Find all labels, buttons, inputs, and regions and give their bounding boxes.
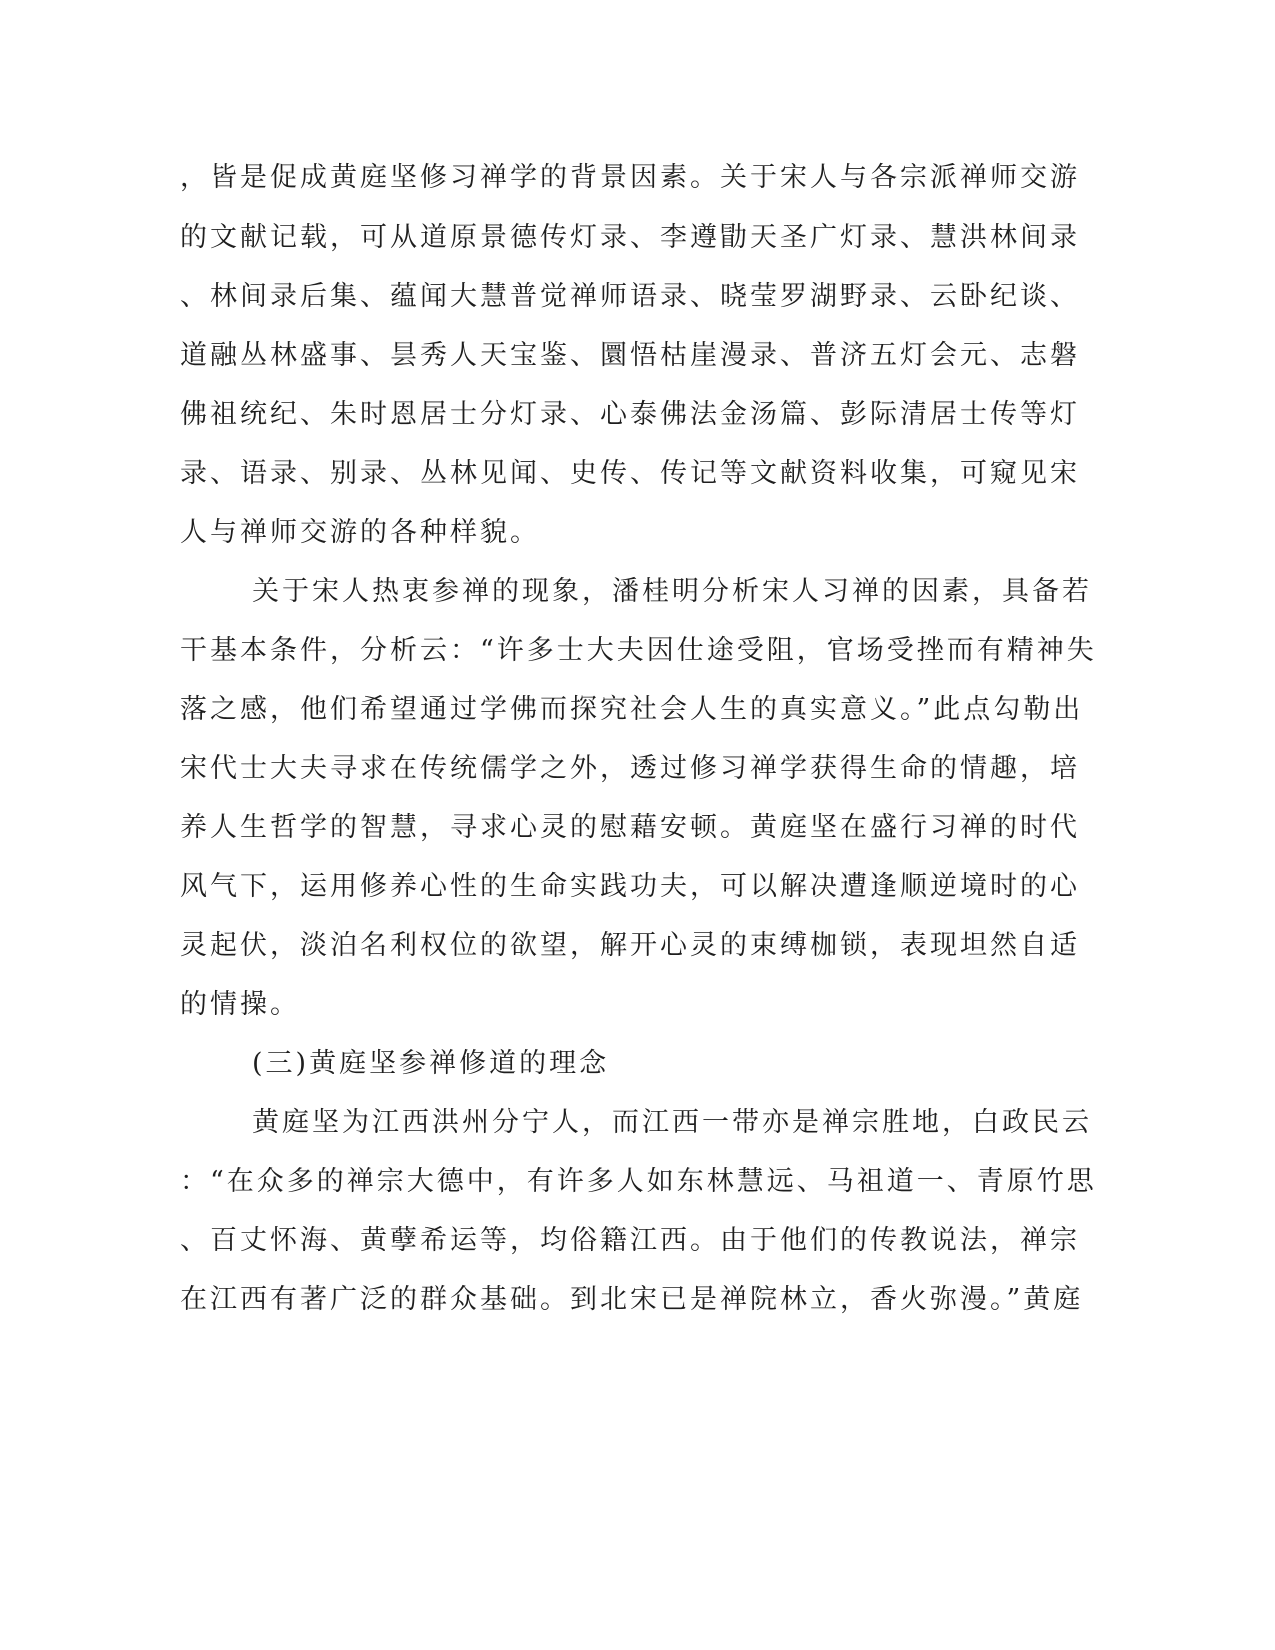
text-line: 录、语录、别录、丛林见闻、史传、传记等文献资料收集，可窥见宋 — [180, 458, 1080, 489]
text-line: 宋代士大夫寻求在传统儒学之外，透过修习禅学获得生命的情趣，培 — [180, 753, 1080, 784]
paragraph-first-line: 黄庭坚为江西洪州分宁人，而江西一带亦是禅宗胜地，白政民云 — [252, 1107, 1092, 1138]
text-line: 佛祖统纪、朱时恩居士分灯录、心泰佛法金汤篇、彭际清居士传等灯 — [180, 399, 1080, 430]
paragraph-first-line: 关于宋人热衷参禅的现象，潘桂明分析宋人习禅的因素，具备若 — [252, 576, 1092, 607]
text-line: 、百丈怀海、黄孽希运等，均俗籍江西。由于他们的传教说法，禅宗 — [180, 1225, 1080, 1256]
text-line: ，皆是促成黄庭坚修习禅学的背景因素。关于宋人与各宗派禅师交游 — [180, 162, 1080, 193]
section-heading: (三)黄庭坚参禅修道的理念 — [252, 1048, 610, 1079]
text-line: 人与禅师交游的各种样貌。 — [180, 517, 540, 548]
text-line: 道融丛林盛事、昙秀人天宝鉴、圜悟枯崖漫录、普济五灯会元、志磐 — [180, 340, 1080, 371]
text-line: ：“在众多的禅宗大德中，有许多人如东林慧远、马祖道一、青原竹思 — [180, 1166, 1097, 1197]
text-line: 养人生哲学的智慧，寻求心灵的慰藉安顿。黄庭坚在盛行习禅的时代 — [180, 812, 1080, 843]
text-line: 的文献记载，可从道原景德传灯录、李遵勖天圣广灯录、慧洪林间录 — [180, 222, 1080, 253]
text-line: 风气下，运用修养心性的生命实践功夫，可以解决遭逢顺逆境时的心 — [180, 871, 1080, 902]
text-line: 落之感，他们希望通过学佛而探究社会人生的真实意义。”此点勾勒出 — [180, 694, 1084, 725]
text-line: 、林间录后集、蕴闻大慧普觉禅师语录、晓莹罗湖野录、云卧纪谈、 — [180, 281, 1080, 312]
text-line: 灵起伏，淡泊名利权位的欲望，解开心灵的束缚枷锁，表现坦然自适 — [180, 930, 1080, 961]
text-line: 的情操。 — [180, 989, 300, 1020]
text-line: 在江西有著广泛的群众基础。到北宋已是禅院林立，香火弥漫。”黄庭 — [180, 1284, 1084, 1315]
text-line: 干基本条件，分析云：“许多士大夫因仕途受阻，官场受挫而有精神失 — [180, 635, 1097, 666]
